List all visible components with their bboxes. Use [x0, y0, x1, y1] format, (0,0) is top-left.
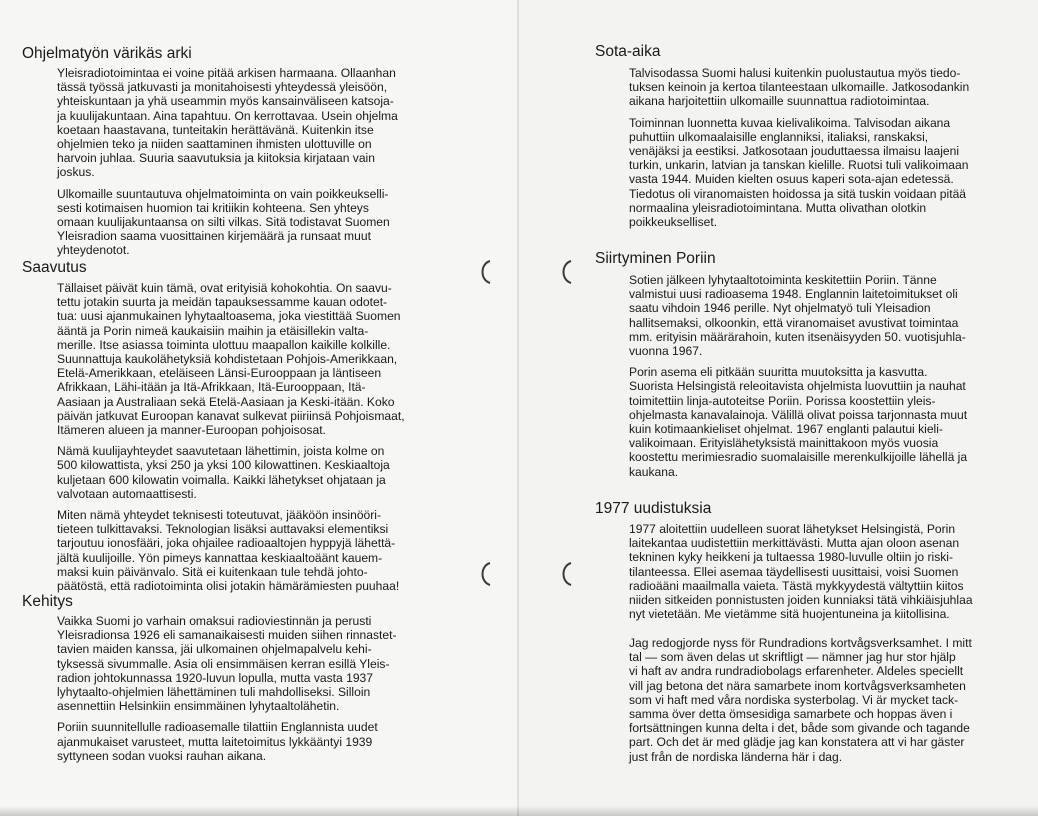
section-body-1977-uudistuksia — [629, 522, 1034, 621]
section-heading-ohjelmatyo: Ohjelmatyön värikäs arki — [22, 45, 192, 62]
section-heading-1977-uudistuksia: 1977 uudistuksia — [595, 500, 712, 517]
paragraph: Talvisodassa Suomi halusi kuitenkin puolustautua myös tiedo- tuksen keinoin ja kertoa tilanteestaan ulkomaille. Jatkosodankin aikana harjoitettiin ulkomaille suunnattua radiotoimintaa. — [629, 66, 970, 109]
section-heading-siirtyminen-poriin: Siirtyminen Poriin — [595, 250, 716, 267]
section-body-sota-aika — [629, 66, 1034, 229]
scan-shadow — [0, 806, 1038, 816]
paragraph: Ulkomaille suuntautuva ohjelmatoiminta on vain poikkeukselli- sesti kotimaisen huomion tai kritiikin kohteena. Sen yhteys omaan kuulijakuntaansa on silti vilkas. Sitä todistavat Suomen Yleisradion saama vuosittainen kirjemäärä ja runsaat muut yhteydenotot. — [57, 186, 390, 258]
section-heading-sota-aika: Sota-aika — [595, 43, 661, 60]
paragraph: Porin asema eli pitkään suuritta muutoksitta ja kasvutta. Suorista Helsingistä releoitavista ohjelmista luovuttiin ja nauhat toimitettiin linja-autoteitse Poriin. Porissa koostettiin yleis- ohjelmasta kanavalainoja. Välillä olivat poissa tarjonnasta muut kuin kotimaankieliset ohjelmat. 1967 englanti palautui kieli- valikoimaan. Erityislähetyksistä mainittakoon myös vuosia koostettu merimiesradio suomalaisille merenkulkijoille lähellä ja kaukana. — [629, 365, 968, 479]
paragraph: Yleisradiotoimintaa ei voine pitää arkisen harmaana. Ollaanhan tässä työssä jatkuvasti ja monitahoisesti yhteydessä yleisöön, yhteiskuntaan ja yhä useammin myös kansainväliseen katsoja- ja kuulijakuntaan. Aina tapahtuu. On kerrottavaa. Usein ohjelma koetaan haastavana, tunteitakin herättävänä. Kuitenkin itse ohjelmien teko ja niiden saattaminen ihmisten ulottuville on harvoin juhlaa. Suuria saavutuksia ja kiitoksia kirjataan vain joskus. — [57, 66, 398, 180]
paragraph: 1977 aloitettiin uudelleen suorat lähetykset Helsingistä, Porin laitekantaa uudistettiin merkittävästi. Mutta ajan oloon asenan tekninen kyky heikkeni ja tultaessa 1980-luvulle oltiin jo riski- tilanteessa. Ellei asemaa täydellisesti uusittaisi, voisi Suomen radioääni maailmalla vaieta. Tästä mykkyydestä vältyttiin kiitos niiden sitkeiden ponnistusten joiden kunniaksi tätä vihkiäisjuhlaa nyt vietetään. Me vietämme sitä huojentuneina ja kiitollisina. — [629, 522, 973, 622]
paragraph: Nämä kuulijayhteydet saavutetaan lähettimin, joista kolme on 500 kilowattista, yksi 250 ja yksi 100 kilowattinen. Keskiaaltoja kuljetaan 600 kilowatin voimalla. Kaikki lähetykset ohjataan ja valvotaan automaattisesti. — [57, 444, 390, 501]
section-heading-kehitys: Kehitys — [22, 593, 73, 610]
paragraph: Toiminnan luonnetta kuvaa kielivalikoima. Talvisodan aikana puhuttiin ulkomaalaisille englanniksi, italiaksi, ranskaksi, venäjäksi ja eestiksi. Jatkosotaan jouduttaessa ilmaisu laajeni turkin, unkarin, latvian ja tanskan kielille. Ruotsi tuli valikoimaan vasta 1944. Muiden kielten osuus kaperi sota-ajan edetessä. Tiedotus oli viranomaisten hoidossa ja sitä tuskin voidaan pitää normaalina yleisradiotoimintana. Mutta olivathan olotkin poikkeukselliset. — [629, 115, 969, 230]
section-heading-saavutus: Saavutus — [22, 259, 87, 276]
punch-hole-mark — [474, 560, 496, 588]
paragraph: Tällaiset päivät kuin tämä, ovat erityisiä kohokohtia. On saavu- tettu jotakin suurta ja meidän tapauksessamme kauan odotet- tua: uusi ajanmukainen lyhytaaltoasema, joka viestittää Suomen ääntä ja Porin nimeä kaukaisiin maihin ja etäisillekin valta- merille. Itse asiassa toiminta ulottuu maapallon kaikille kolkille. Suunnattuja kaukolähetyksiä kohdistetaan Pohjois-Amerikkaan, Etelä-Amerikkaan, eteläiseen Länsi-Eurooppaan ja läntiseen Afrikkaan, Lähi-itään ja Itä-Afrikkaan, Itä-Eurooppaan, Itä- Aasiaan ja Australiaan sekä Etelä-Aasiaan ja Keski-itään. Koko päivän jatkuvat Euroopan kanavat sulkevat piiriinsä Pohjoismaat, Itämeren alueen ja manner-Euroopan pohjoisosat. — [57, 281, 405, 438]
right-page — [519, 0, 1038, 816]
section-body-siirtyminen-poriin — [629, 273, 1034, 479]
section-body-kehitys — [57, 614, 497, 763]
section-body-saavutus — [57, 281, 502, 593]
section-body-ohjelmatyo — [57, 66, 497, 258]
paragraph: Poriin suunnitellulle radioasemalle tilattiin Englannista uudet ajanmukaiset varusteet, mutta laitetoimitus lykkääntyi 1939 syttyneen sodan vuoksi rauhan aikana. — [57, 720, 378, 763]
punch-hole-mark — [555, 560, 577, 588]
paragraph: Jag redogjorde nyss för Rundradions kortvågsverksamhet. I mitt tal — som även delas ut skriftligt — nämner jag hur stor hjälp vi haft av andra rundradiobolags erfarenheter. Aldeles speciellt vill jag betona det nära samarbete inom kortvågsverksamheten som vi haft med våra nordiska systerbolag. Vi är mycket tack- samma över detta ömsesidiga samarbete och hoppas även i fortsättningen kunna delta i det, både som givande och tagande part. Och det är med glädje jag kan konstatera att vi har gäster just från de nordiska länderna här i dag. — [629, 636, 972, 764]
paragraph: Sotien jälkeen lyhytaaltotoiminta keskitettiin Poriin. Tänne valmistui uusi radioasema 1948. Englannin laitetoimitukset oli saatu vihdoin 1946 perille. Nyt ohjelmatyö tuli Yleisadion hallitsemaksi, olkoonkin, että viranomaiset avustivat toimintaa mm. erityisin määrärahoin, kuten itsenäisyyden 50. vuotisjuhla- vuonna 1967. — [629, 273, 966, 359]
punch-hole-mark — [555, 258, 577, 286]
paragraph: Miten nämä yhteydet teknisesti toteutuvat, jääköön insinööri- tieteen tulkittavaksi. Teknologian lisäksi auttavaksi elementiksi tarjoutuu ionosfääri, joka ohjailee radioaaltojen hyppyjä lähettä- jältä kuulijoille. Yön pimeys kannattaa keskiaaltoäänt kauem- maksi kuin päivänvalo. Sitä ei kuitenkaan tule tehdä johto- päätöstä, että radiotoiminta olisi jotakin hämärämiesten puuhaa! — [57, 508, 400, 594]
paragraph: Vaikka Suomi jo varhain omaksui radioviestinnän ja perusti Yleisradionsa 1926 eli samanaikaisesti muiden siihen rinnastet- tavien maiden kanssa, jäi ulkomainen ohjelmapalvelu kehi- tyksessä sivummalle. Asia oli ensimmäisen kerran esillä Yleis- radion johtokunnassa 1920-luvun lopulla, mutta vasta 1937 lyhytaalto-ohjelmien lähettäminen tuli mahdolliseksi. Silloin asennettiin Helsinkiin ensimmäinen lyhytaaltolähetin. — [57, 614, 397, 714]
punch-hole-mark — [474, 258, 496, 286]
section-body-swedish — [629, 636, 1034, 764]
